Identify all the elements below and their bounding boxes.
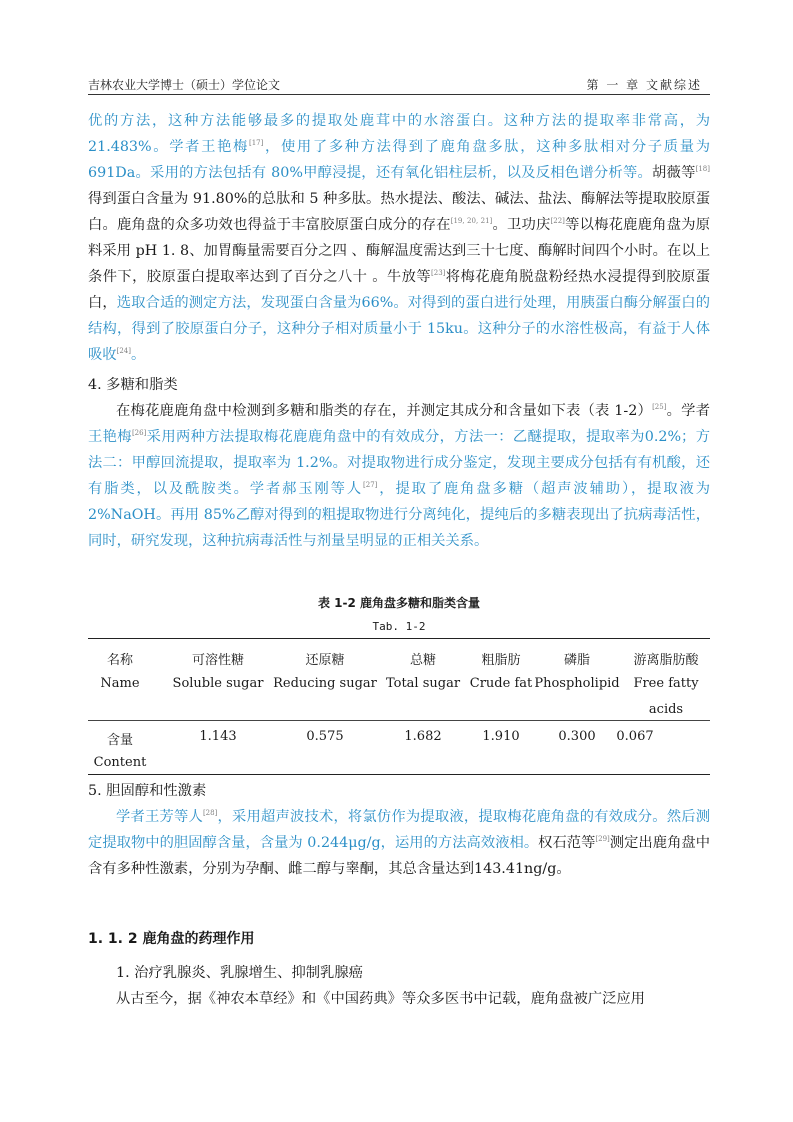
text-span: 。学者 [666,403,710,419]
table-header-en: Crude fat [469,676,533,691]
table-cell: 0.300 [558,729,596,744]
text-span: 等以梅花鹿鹿角盘为原料采用 pH 1. 8、加胃酶量需要百分之四 、酶解温度需达到三十七度、酶解时间四个小时。在以上条件下，胶原蛋白提取率达到了百分之八十 。牛放等 [88,217,711,285]
text-span: ，使用了多种方法得到了鹿角盘多肽，这种多肽相对分子质量为691Da。采用的方法包括有 80%甲醇浸提，还有氧化铝柱层析，以及反相色谱分析等。 [88,139,711,181]
table-cell: 0.575 [306,729,344,744]
table-header-en: Name [100,676,140,691]
table-header-cn: 名称 [106,653,133,668]
table-header-en: Reducing sugar [273,676,377,691]
table-header-en: Phospholipid [534,676,620,691]
citation: [24] [116,347,131,355]
subheading-mastitis: 1. 治疗乳腺炎、乳腺增生、抑制乳腺癌 [116,965,363,981]
table-header-cn: 磷脂 [563,653,590,668]
text-span: 在梅花鹿鹿角盘中检测到多糖和脂类的存在，并测定其成分和含量如下表（表 1-2） [116,403,653,419]
citation: [22] [550,217,565,225]
text-span: 采用两种方法提取梅花鹿鹿角盘中的有效成分，方法一：乙醚提取，提取率为0.2%；方法二：甲醇回流提取，提取率为 1.2%。对提取物进行成分鉴定，发现主要成分包括有有机酸，还有脂类，以及酰胺类。学者郝玉刚等人 [88,429,710,497]
table-bottom-rule [88,774,710,775]
citation: [29] [595,835,610,843]
text-span: 将梅花鹿角脱盘粉经热水浸提得到胶原蛋白， [88,269,710,311]
table-cell: 1.143 [199,729,237,744]
paragraph-cholesterol [88,804,710,882]
header-thesis-title: 吉林农业大学博士（硕士）学位论文 [88,78,281,92]
table-caption: 表 1-2 鹿角盘多糖和脂类含量 [317,596,481,610]
table-header-cn: 总糖 [409,653,436,668]
citation: [27] [363,481,378,489]
citation: [17] [248,139,264,147]
table-header-cn: 粗脂肪 [481,653,521,668]
table-row-label-en: Content [93,755,147,770]
table-header-en: Soluble sugar [172,676,264,691]
text-span: 权石范等 [538,835,596,851]
paragraph-polysaccharides [88,398,710,554]
text-span: 得到蛋白含量为 91.80%的总肽和 5 种多肽。热水提法、酸法、碱法、盐法、酶解法等提取胶原蛋白。鹿角盘的众多功效也得益于丰富胶原蛋白成分的存在 [88,191,710,233]
citation: [25] [652,403,667,411]
table-header-en: Total sugar [385,676,461,691]
table-header-cn: 还原糖 [305,653,345,668]
heading-cholesterol-hormones: 5. 胆固醇和性激素 [88,783,207,799]
text-span: 王艳梅 [88,429,132,445]
text-span: ，提取了鹿角盘多糖（超声波辅助），提取液为 2%NaOH。再用 85%乙醇对得到的粗提取物进行分离纯化，提纯后的多糖表现出了抗病毒活性，同时，研究发现，这种抗病毒活性与剂量呈明显的正相关关系。 [88,481,710,549]
table-cell: 1.910 [482,729,520,744]
text-span: ，采用超声波技术，将氯仿作为提取液，提取梅花鹿角盘的有效成分。然后测定提取物中的胆固醇含量，含量为 0.244μg/g，运用的方法高效液相。 [88,809,711,851]
text-span: 测定出鹿角盘中含有多种性激素，分别为孕酮、雌二醇与睾酮，其总含量达到143.41ng/g。 [88,835,710,877]
citation: [19, 20, 21] [450,217,493,225]
text-span: 优的方法，这种方法能够最多的提取处鹿茸中的水溶蛋白。这种方法的提取率非常高，为21.483%。学者王艳梅 [88,113,710,155]
citation: [28] [202,809,218,817]
citation: [23] [431,269,446,277]
text-span: 胡薇等 [652,165,696,181]
citation: [18] [695,165,710,173]
running-header [88,74,710,95]
paragraph-proteins [88,108,710,368]
table-cell: 0.067 [616,729,654,744]
table-header-cn: 可溶性糖 [191,653,244,668]
text-span: 选取合适的测定方法，发现蛋白含量为66%。对得到的蛋白进行处理，用胰蛋白酶分解蛋白的结构，得到了胶原蛋白分子，这种分子相对质量小于 15ku。这种分子的水溶性极高，有益于人体吸收 [88,295,710,363]
table-row-label: 含量 [106,733,133,748]
table-cell: 1.682 [404,729,442,744]
table-top-rule [88,638,710,639]
citation: [26] [131,429,147,437]
table-header-cn: 游离脂肪酸 [633,653,699,668]
text-span: 。 [130,347,146,363]
header-chapter: 第 一 章 文献综述 [586,78,702,92]
paragraph-pharmacology: 从古至今，据《神农本草经》和《中国药典》等众多医书中记载，鹿角盘被广泛应用 [116,991,645,1007]
section-heading-pharmacology: 1. 1. 2 鹿角盘的药理作用 [88,931,255,947]
table-header-en: Free fatty [633,676,699,691]
heading-polysaccharides-lipids: 4. 多糖和脂类 [88,377,178,393]
table-caption-en: Tab. 1-2 [372,620,426,633]
table-mid-rule [88,720,710,721]
table-header-en: acids [648,702,684,717]
text-span: 学者王芳等人 [116,809,203,825]
text-span: 。卫功庆 [492,217,551,233]
